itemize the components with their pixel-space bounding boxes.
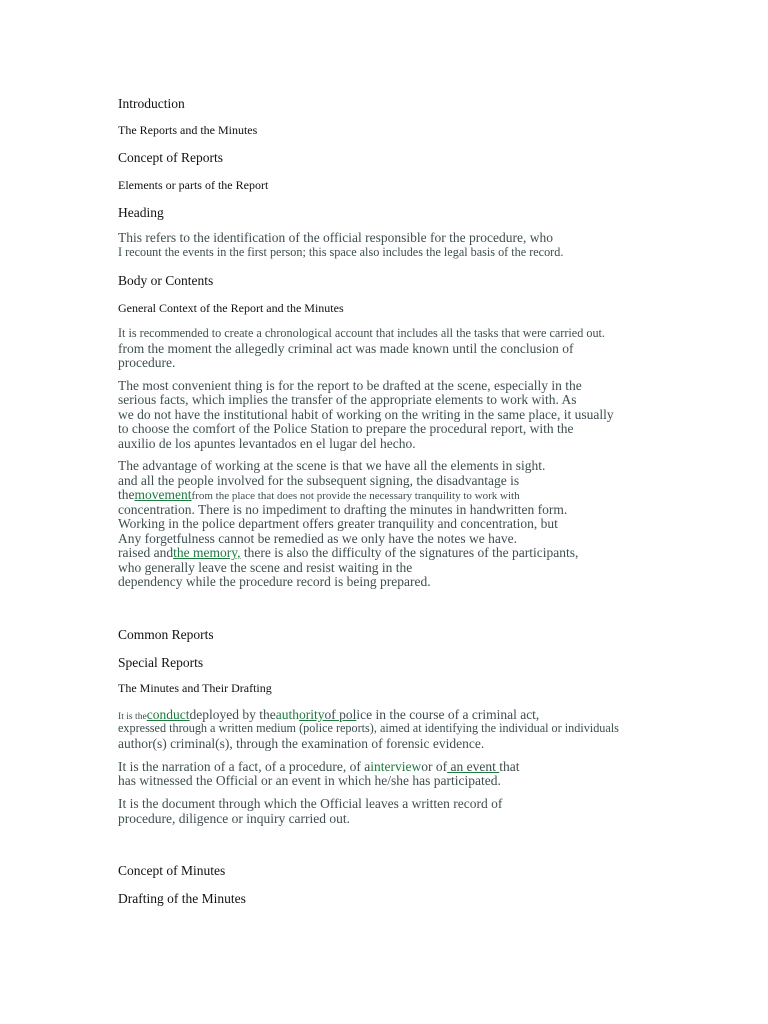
context-para3-line: who generally leave the scene and resist waiting in the — [118, 560, 413, 575]
minutes-para1-line: author(s) criminal(s), through the examination of forensic evidence. — [118, 736, 485, 751]
conduct-link[interactable]: conduct — [146, 707, 190, 722]
memory-link[interactable]: the memory, — [173, 545, 241, 560]
heading-concept-reports: Concept of Reports — [118, 150, 223, 165]
context-para2-line: auxilio de los apuntes levantados en el lugar del hecho. — [118, 436, 416, 451]
minutes-para1-line: expressed through a written medium (police reports), aimed at identifying the individual or individuals — [118, 721, 619, 735]
context-para2-line: serious facts, which implies the transfer of the appropriate elements to work with. As — [118, 392, 577, 407]
heading-elements: Elements or parts of the Report — [118, 178, 269, 192]
minutes-para2-line: has witnessed the Official or an event in which he/she has participated. — [118, 773, 501, 788]
context-para3-line: dependency while the procedure record is being prepared. — [118, 574, 431, 589]
heading-para-line: This refers to the identification of the official responsible for the procedure, who — [118, 230, 553, 245]
interview-link[interactable]: interview — [370, 759, 422, 774]
context-para3-line: Any forgetfulness cannot be remedied as we only have the notes we have. — [118, 531, 517, 546]
heading-general-context: General Context of the Report and the Minutes — [118, 301, 344, 315]
authority-link-b[interactable]: ority — [299, 707, 325, 722]
heading-common-reports: Common Reports — [118, 627, 214, 642]
context-para3-line: and all the people involved for the subsequent signing, the disadvantage is — [118, 473, 520, 488]
heading-drafting-minutes: Drafting of the Minutes — [118, 891, 246, 906]
heading-special-reports: Special Reports — [118, 655, 204, 670]
context-para2-line: The most convenient thing is for the report to be drafted at the scene, especially in the — [118, 378, 582, 393]
context-para3-line: Working in the police department offers greater tranquility and concentration, but — [118, 516, 558, 531]
heading-heading: Heading — [118, 205, 164, 220]
event-link[interactable]: an event — [447, 759, 500, 774]
minutes-para3-line: It is the document through which the Official leaves a written record of — [118, 796, 503, 811]
movement-link[interactable]: movement — [134, 487, 192, 502]
heading-body-contents: Body or Contents — [118, 273, 214, 288]
context-para2-line: to choose the comfort of the Police Station to prepare the procedural report, with the — [118, 421, 574, 436]
context-para3-line: themovementfrom the place that does not provide the necessary tranquility to work with — [118, 487, 520, 502]
context-para1-line: procedure. — [118, 355, 176, 370]
context-para3-line: The advantage of working at the scene is that we have all the elements in sight. — [118, 458, 546, 473]
heading-reports-minutes: The Reports and the Minutes — [118, 123, 258, 137]
context-para1-line: It is recommended to create a chronological account that includes all the tasks that were carried out. — [118, 326, 605, 340]
minutes-para3-line: procedure, diligence or inquiry carried out. — [118, 811, 351, 826]
context-para3-line: concentration. There is no impediment to drafting the minutes in handwritten form. — [118, 502, 568, 517]
minutes-para1-line: It is theconductdeployed by theauthorityof police in the course of a criminal act, — [118, 707, 540, 722]
heading-concept-minutes: Concept of Minutes — [118, 863, 226, 878]
authority-link-c[interactable]: of pol — [324, 707, 357, 722]
context-para2-line: we do not have the institutional habit of working on the writing in the same place, it usually — [118, 407, 614, 422]
minutes-para2-line: It is the narration of a fact, of a procedure, of ainterviewor of an event that — [118, 759, 520, 774]
context-para3-line: raised andthe memory, there is also the difficulty of the signatures of the participants, — [118, 545, 579, 560]
context-para1-line: from the moment the allegedly criminal act was made known until the conclusion of — [118, 341, 574, 356]
authority-link-a[interactable]: auth — [275, 707, 300, 722]
heading-minutes-drafting: The Minutes and Their Drafting — [118, 681, 272, 695]
heading-introduction: Introduction — [118, 96, 185, 111]
heading-para-line: I recount the events in the first person; this space also includes the legal basis of the record. — [118, 245, 564, 259]
